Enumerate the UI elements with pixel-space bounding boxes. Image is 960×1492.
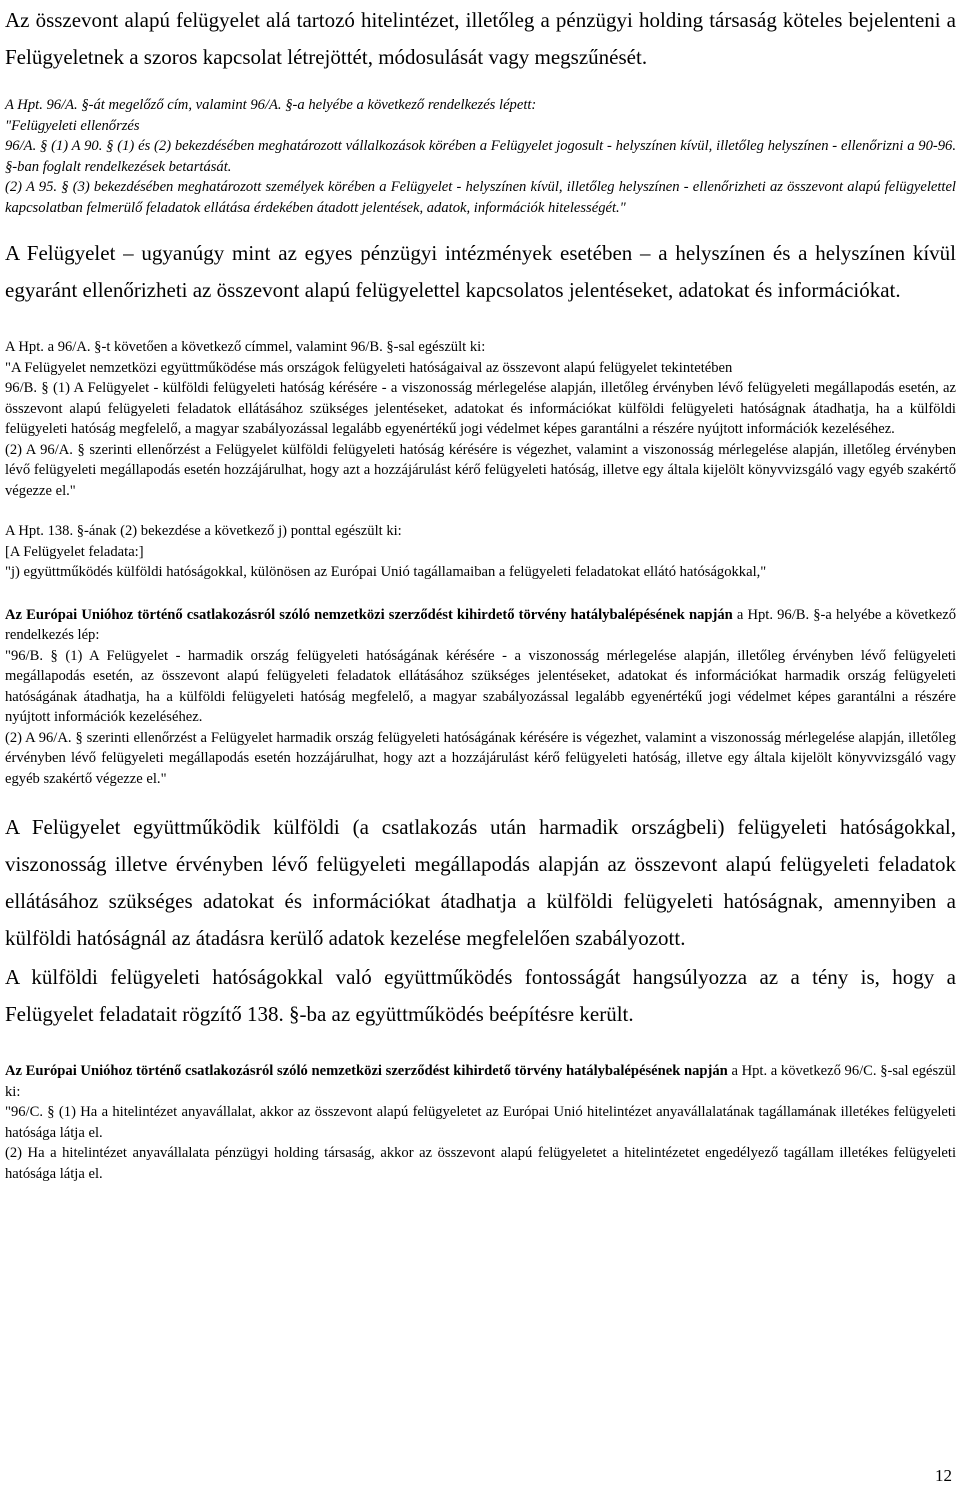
amendment-block-96b [5,337,956,501]
amendment-intro-rest: a Hpt. a következő 96/C. §-sal egészül ki: [5,1063,956,1100]
amendment-block-96c [5,1061,956,1184]
document-page [5,0,956,1184]
amendment-text: "96/C. § (1) Ha a hitelintézet anyavállalat, akkor az összevont alapú felügyeletet az Európai Unió hitelintézet anyavállalatának tagállamának illetékes felügyeleti hatósága látja el. [5,1104,956,1141]
amendment-text: "j) együttműködés külföldi hatóságokkal, különösen az Európai Unió tagállamaiban a felügyeleti feladatokat ellátó hatóságokkal," [5,564,767,580]
amendment-text: 96/A. § (1) A 90. § (1) és (2) bekezdésében meghatározott vállalkozások körében a Felügyelet jogosult - helyszínen kívül, illetőleg helyszínen - ellenőrizni a 90-96. §-ban foglalt rendelkezések betartását. [5,138,956,175]
eu-accession-phrase: Az Európai Unióhoz történő csatlakozásról szóló nemzetközi szerződést kihirdető törvény hatálybalépésének napján [5,1063,728,1079]
amendment-block-96a [5,95,956,218]
amendment-intro [5,605,956,646]
page-number: 12 [935,1466,952,1485]
paragraph: Az összevont alapú felügyelet alá tartozó hitelintézet, illetőleg a pénzügyi holding társaság köteles bejelenteni a Felügyeletnek a szoros kapcsolat létrejöttét, módosulását vagy megszűnését. [5,8,956,69]
amendment-text: "96/B. § (1) A Felügyelet - harmadik ország felügyeleti hatóságának kérésére - a viszonosság mérlegelése alapján, illetőleg érvényben lévő felügyeleti megállapodás esetén, az összevont alapú felügyeleti feladatok ellátásához szükséges jelentéseket, adatokat és információkat harmadik ország felügyeleti hatóságának átadhatja, ha a külföldi felügyeleti hatóság megfelelő, a magyar szabályozással legalább egyenértékű jogi védelmet képes garantálni a részére nyújtott információk kezeléséhez. [5,647,956,725]
paragraph: A külföldi felügyeleti hatóságokkal való együttműködés fontosságát hangsúlyozza az a tény is, hogy a Felügyelet feladatait rögzítő 138. §-ba az együttműködés beépítésre került. [5,965,956,1026]
amendment-intro [5,1061,956,1102]
amendment-text: (2) A 96/A. § szerinti ellenőrzést a Felügyelet külföldi felügyeleti hatóság kérésére is végezhet, valamint a viszonosság mérlegelése alapján, illetőleg érvényben lévő felügyeleti megállapodás esetén hozzájárulhat, hogy azt a hozzájárulást kérő felügyeleti hatóság, illetve egy általa kijelölt könyvvizsgáló vagy egyéb szakértő végezze el." [5,441,956,499]
amendment-block-138 [5,521,956,583]
amendment-heading: "A Felügyelet nemzetközi együttműködése más országok felügyeleti hatóságaival az összevont alapú felügyelet tekintetében [5,359,733,376]
eu-accession-phrase: Az Európai Unióhoz történő csatlakozásról szóló nemzetközi szerződést kihirdető törvény hatálybalépésének napján [5,606,733,623]
amendment-intro: A Hpt. 138. §-ának (2) bekezdése a következő j) ponttal egészült ki: [5,523,402,539]
amendment-text: (2) Ha a hitelintézet anyavállalata pénzügyi holding társaság, akkor az összevont alapú felügyeletet a hitelintézetet engedélyező tagállam illetékes felügyeleti hatósága látja el. [5,1145,956,1182]
amendment-text: 96/B. § (1) A Felügyelet - külföldi felügyeleti hatóság kérésére - a viszonosság mérlegelése alapján, illetőleg érvényben lévő felügyeleti megállapodás esetén, az összevont alapú felügyeleti feladatok ellátásához szükséges jelentéseket, adatokat és információkat külföldi felügyeleti hatóságnak átadhatja, ha a külföldi felügyeleti hatóság megfelelő, a magyar szabályozással legalább egyenértékű jogi védelmet képes garantálni a részére nyújtott információk kezeléséhez. [5,380,956,437]
amendment-intro-rest: a Hpt. 96/B. §-a helyébe a következő rendelkezés lép: [5,606,957,643]
amendment-intro: A Hpt. 96/A. §-át megelőző cím, valamint 96/A. §-a helyébe a következő rendelkezés lépett: [5,97,537,113]
paragraph: A Felügyelet együttműködik külföldi (a csatlakozás után harmadik országbeli) felügyeleti hatóságokkal, viszonosság illetve érvényben lévő felügyeleti megállapodás alapján az összevont alapú felügyeleti feladatok ellátásához szükséges adatokat és információkat átadhatja a külföldi felügyeleti hatóságnak, amennyiben a külföldi hatóságnál az átadásra kerülő adatok kezelése megfelelően szabályozott. [5,815,956,950]
paragraph: A Felügyelet – ugyanúgy mint az egyes pénzügyi intézmények esetében – a helyszínen és a helyszínen kívül egyaránt ellenőrizheti az összevont alapú felügyelettel kapcsolatos jelentéseket, adatokat és információkat. [5,241,956,302]
amendment-heading: "Felügyeleti ellenőrzés [5,117,140,134]
amendment-intro-text: A Hpt. a 96/A. §-t követően a következő címmel, valamint 96/B. §-sal egészült ki: [5,339,486,355]
amendment-block-96b-eu [5,605,956,790]
amendment-bracket: [A Felügyelet feladata:] [5,543,144,560]
amendment-intro [5,337,956,358]
amendment-text: (2) A 96/A. § szerinti ellenőrzést a Felügyelet harmadik ország felügyeleti hatóságának kérésére is végezhet, valamint a viszonosság mérlegelése alapján, illetőleg érvényben lévő felügyeleti megállapodás esetén hozzájárulhat, hogy azt a hozzájárulást kérő felügyeleti hatóság, illetve egy általa kijelölt könyvvizsgáló vagy egyéb szakértő végezze el." [5,729,956,787]
amendment-text: (2) A 95. § (3) bekezdésében meghatározott személyek körében a Felügyelet - helyszínen kívül, illetőleg helyszínen - ellenőrizheti az összevont alapú felügyelettel kapcsolatban felmerülő feladatok ellátása érdekében átadott jelentések, adatok, információk hitelességét." [5,179,956,216]
